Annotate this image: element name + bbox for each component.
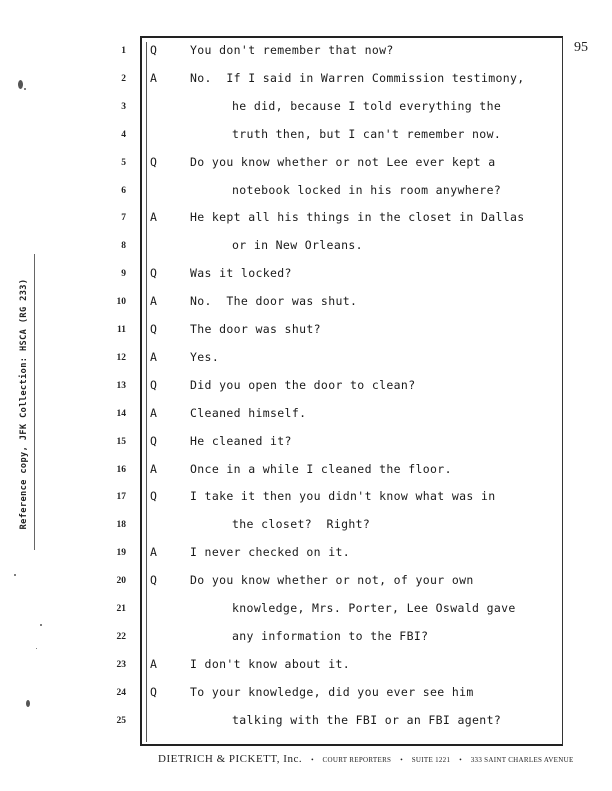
line-text: The door was shut?: [190, 322, 321, 336]
speaker-label: Q: [150, 43, 157, 57]
line-text: he did, because I told everything the: [232, 98, 502, 113]
transcript-line: [0, 405, 612, 425]
line-number: 10: [116, 297, 126, 308]
footer-separator: •: [459, 756, 462, 764]
line-text: No. If I said in Warren Commission testimony,: [190, 70, 525, 85]
speaker-label: A: [150, 656, 157, 671]
transcript-line: [0, 349, 612, 369]
transcript-line: [0, 461, 612, 481]
speaker-label: A: [150, 405, 157, 420]
transcript-line: [0, 656, 612, 676]
speaker-label: Q: [150, 377, 157, 392]
line-number: 9: [121, 269, 126, 280]
line-number: 11: [117, 325, 126, 335]
line-text: Cleaned himself.: [190, 405, 307, 420]
transcript-line: [0, 488, 612, 508]
page-footer: [158, 749, 578, 767]
line-number: 4: [121, 129, 126, 140]
scan-speck: [40, 624, 42, 626]
line-number: 15: [116, 436, 126, 447]
line-text: He cleaned it?: [190, 433, 292, 448]
transcript-line: [0, 98, 612, 118]
transcript-line: [0, 293, 612, 313]
transcript-line: [0, 42, 612, 62]
line-text: the closet? Right?: [232, 517, 371, 532]
footer-separator: •: [400, 756, 403, 764]
speaker-label: A: [150, 210, 157, 225]
transcript-line: [0, 237, 612, 257]
footer-service: COURT REPORTERS: [322, 756, 392, 764]
transcript-line: [0, 126, 612, 146]
speaker-label: A: [150, 545, 157, 560]
transcript-line: [0, 544, 612, 564]
line-text: I don't know about it.: [190, 656, 351, 671]
line-number: 18: [116, 520, 126, 531]
line-text: any information to the FBI?: [232, 628, 429, 643]
transcript-line: [0, 70, 612, 90]
transcript-line: [0, 321, 612, 341]
line-number: 17: [116, 492, 126, 503]
speaker-label: A: [150, 349, 157, 364]
line-number: 13: [116, 380, 126, 391]
transcript-line: [0, 154, 612, 174]
line-number: 20: [116, 576, 126, 587]
line-number: 12: [116, 352, 126, 363]
line-number: 7: [121, 213, 126, 224]
line-number: 6: [121, 185, 126, 196]
line-text: Yes.: [190, 349, 220, 364]
transcript-line: [0, 433, 612, 453]
speaker-label: Q: [150, 489, 157, 504]
line-number: 21: [116, 604, 126, 614]
line-number: 24: [116, 687, 126, 698]
line-text: Do you know whether or not, of your own: [190, 573, 474, 588]
page-number: 95: [574, 40, 588, 55]
speaker-label: Q: [150, 573, 157, 588]
transcript-line: [0, 516, 612, 536]
line-text: Once in a while I cleaned the floor.: [190, 461, 452, 476]
scan-speck: [26, 700, 30, 707]
line-number: 8: [121, 241, 126, 252]
line-text: truth then, but I can't remember now.: [232, 126, 502, 141]
archive-stamp-text: Reference copy, JFK Collection: HSCA (RG 233): [19, 278, 29, 530]
speaker-label: Q: [150, 433, 157, 448]
line-text: He kept all his things in the closet in Dallas: [190, 210, 525, 225]
transcript-line: [0, 600, 612, 620]
transcript-line: [0, 377, 612, 397]
line-number: 19: [116, 548, 126, 559]
speaker-label: Q: [150, 684, 157, 699]
footer-firm: DIETRICH & PICKETT, Inc.: [158, 753, 303, 765]
transcript-line: [0, 209, 612, 229]
line-text: notebook locked in his room anywhere?: [232, 182, 502, 197]
transcript-line: [0, 572, 612, 592]
line-number: 25: [116, 715, 126, 726]
line-number: 5: [121, 157, 126, 168]
line-number: 3: [121, 101, 126, 112]
scan-speck: [14, 574, 16, 576]
line-number: 1: [121, 46, 126, 56]
line-text: Did you open the door to clean?: [190, 377, 416, 392]
line-text: Was it locked?: [190, 266, 292, 281]
line-number: 2: [121, 73, 126, 84]
line-number: 23: [116, 659, 126, 670]
line-number: 22: [116, 631, 126, 642]
line-text: No. The door was shut.: [190, 294, 358, 309]
transcript-line: [0, 265, 612, 285]
footer-separator: •: [311, 756, 314, 764]
speaker-label: A: [150, 461, 157, 476]
line-text: I never checked on it.: [190, 545, 351, 560]
speaker-label: Q: [150, 266, 157, 281]
line-text: You don't remember that now?: [190, 43, 394, 57]
speaker-label: A: [150, 294, 157, 309]
speaker-label: A: [150, 70, 157, 85]
scan-speck: [18, 80, 23, 89]
line-text: talking with the FBI or an FBI agent?: [232, 712, 502, 727]
scan-speck: [36, 648, 37, 649]
line-text: To your knowledge, did you ever see him: [190, 684, 474, 699]
line-text: or in New Orleans.: [232, 238, 363, 253]
line-text: I take it then you didn't know what was in: [190, 489, 496, 504]
speaker-label: Q: [150, 154, 157, 169]
line-number: 16: [116, 464, 126, 475]
transcript-line: [0, 182, 612, 202]
transcript-line: [0, 684, 612, 704]
line-text: Do you know whether or not Lee ever kept a: [190, 154, 496, 169]
speaker-label: Q: [150, 322, 157, 336]
transcript-line: [0, 628, 612, 648]
footer-address: 333 SAINT CHARLES AVENUE: [470, 756, 574, 764]
line-number: 14: [116, 408, 126, 419]
scan-speck: [24, 88, 26, 90]
footer-suite: SUITE 1221: [411, 756, 451, 764]
transcript-line: [0, 712, 612, 732]
line-text: knowledge, Mrs. Porter, Lee Oswald gave: [232, 601, 516, 615]
